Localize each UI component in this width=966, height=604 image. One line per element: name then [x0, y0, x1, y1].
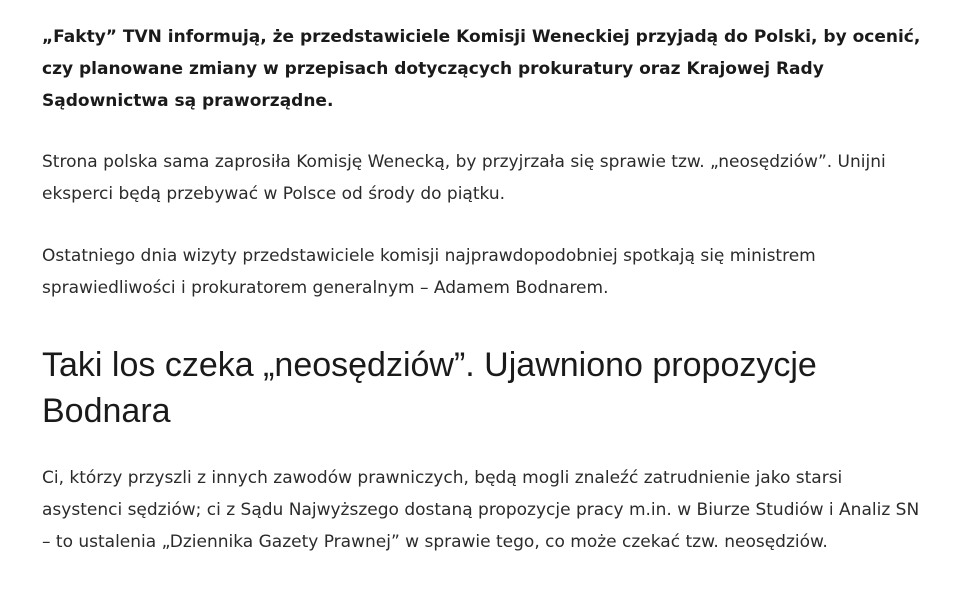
section-heading: Taki los czeka „neosędziów”. Ujawniono propozycje Bodnara	[42, 346, 817, 430]
article-paragraph: Strona polska sama zaprosiła Komisję Wenecką, by przyjrzała się sprawie tzw. „neosędziów”. Unijni eksperci będą przebywać w Polsce od środy do piątku.	[42, 152, 886, 204]
article-paragraph: Ostatniego dnia wizyty przedstawiciele komisji najprawdopodobniej spotkają się ministrem sprawiedliwości i prokuratorem generalnym – Adamem Bodnarem.	[42, 246, 816, 298]
article-body	[42, 21, 922, 558]
article-paragraph: Ci, którzy przyszli z innych zawodów prawniczych, będą mogli znaleźć zatrudnienie jako starsi asystenci sędziów; ci z Sądu Najwyższego dostaną propozycje pracy m.in. w Biurze Studiów i Analiz SN – to ustalenia „Dziennika Gazety Prawnej” w sprawie tego, co może czekać tzw. neosędziów.	[42, 468, 920, 552]
article-lead: „Fakty” TVN informują, że przedstawiciele Komisji Weneckiej przyjadą do Polski, by ocenić, czy planowane zmiany w przepisach dotyczących prokuratury oraz Krajowej Rady Sądownictwa są praworządne.	[42, 27, 921, 111]
